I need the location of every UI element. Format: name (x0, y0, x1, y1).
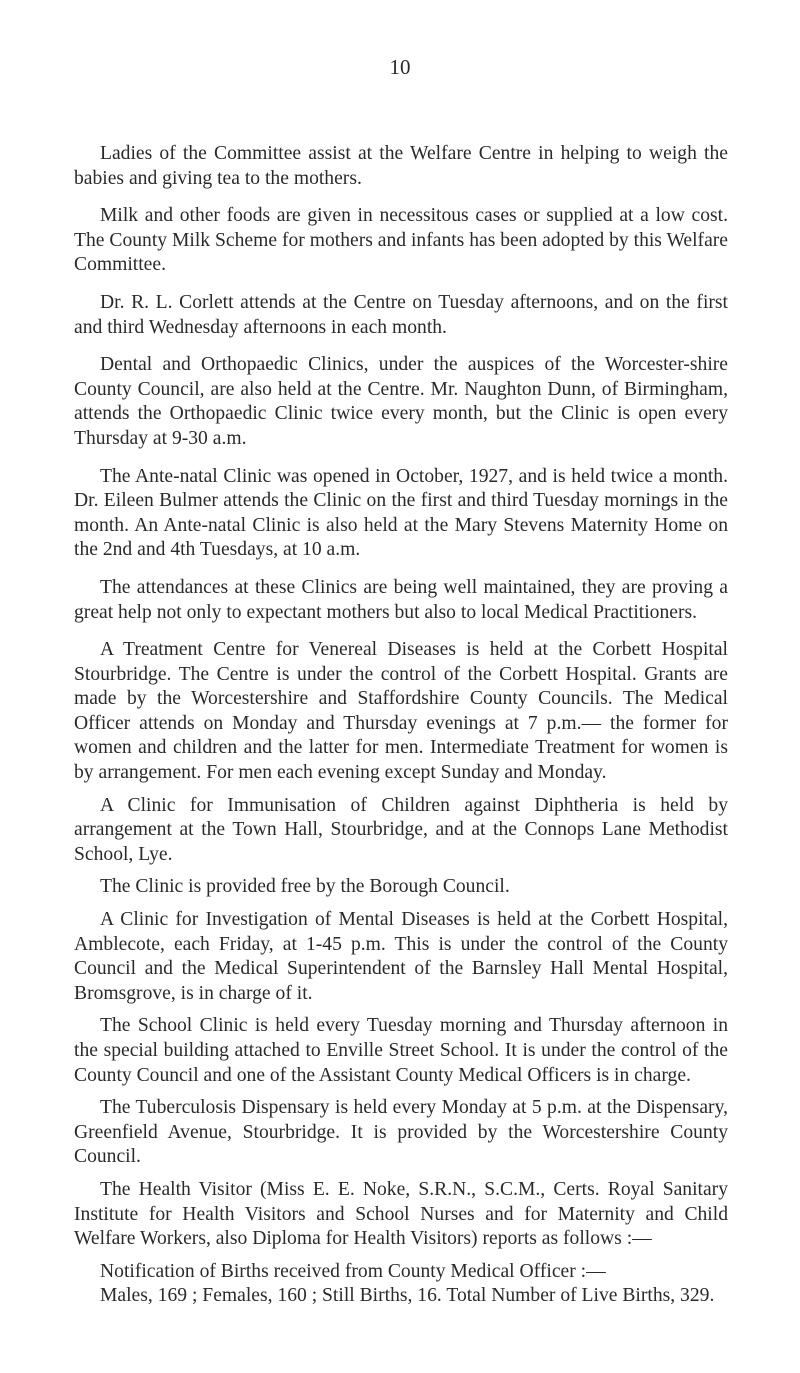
paragraph-free-clinic: The Clinic is provided free by the Borough Council. (100, 876, 510, 898)
page-number: 10 (389, 55, 411, 79)
paragraph-tuberculosis: The Tuberculosis Dispensary is held every Monday at 5 p.m. at the Dispensary, Greenfield Avenue, Stourbridge. It is provided by the Worcestershire County Council. (74, 1097, 728, 1168)
paragraph-milk-scheme: Milk and other foods are given in necessitous cases or supplied at a low cost. The County Milk Scheme for mothers and infants has been adopted by this Welfare Committee. (74, 205, 728, 276)
paragraph-attendances: The attendances at these Clinics are being well maintained, they are proving a great help not only to expectant mothers but also to local Medical Practitioners. (74, 576, 728, 623)
paragraph-dental-orthopaedic: Dental and Orthopaedic Clinics, under the auspices of the Worcester-shire County Council, are also held at the Centre. Mr. Naughton Dunn, of Birmingham, attends the Orthopaedic Clinic twice every month, but the Clinic is open every Thursday at 9-30 a.m. (74, 354, 728, 449)
document-body (74, 142, 728, 1309)
paragraph-ante-natal: The Ante-natal Clinic was opened in October, 1927, and is held twice a month. Dr. Eileen Bulmer attends the Clinic on the first and third Tuesday mornings in the month. An Ante-natal Clinic is also held at the Mary Stevens Maternity Home on the 2nd and 4th Tuesdays, at 10 a.m. (74, 465, 728, 561)
paragraph-mental-diseases: A Clinic for Investigation of Mental Diseases is held at the Corbett Hospital, Amblecote, each Friday, at 1-45 p.m. This is under the control of the County Council and the Medical Superintendent of the Barnsley Hall Mental Hospital, Bromsgrove, is in charge of it. (74, 909, 728, 1004)
paragraph-venereal-diseases: A Treatment Centre for Venereal Diseases is held at the Corbett Hospital Stourbridge. The Centre is under the control of the Corbett Hospital. Grants are made by the Worcestershire and Staffordshire County Councils. The Medical Officer attends on Monday and Thursday evenings at 7 p.m.— the former for women and children and the latter for men. Intermediate Treatment for women is by arrangement. For men each evening except Sunday and Monday. (74, 639, 728, 784)
paragraph-birth-figures: Males, 169 ; Females, 160 ; Still Births, 16. Total Number of Live Births, 329. (100, 1285, 715, 1307)
paragraph-notification-births: Notification of Births received from County Medical Officer :— (100, 1260, 606, 1282)
paragraph-immunisation: A Clinic for Immunisation of Children against Diphtheria is held by arrangement at the Town Hall, Stourbridge, and at the Connops Lane Methodist School, Lye. (74, 794, 728, 865)
paragraph-dr-corlett: Dr. R. L. Corlett attends at the Centre on Tuesday afternoons, and on the first and third Wednesday afternoons in each month. (74, 291, 728, 338)
paragraph-welfare-ladies: Ladies of the Committee assist at the Welfare Centre in helping to weigh the babies and giving tea to the mothers. (74, 143, 728, 189)
paragraph-health-visitor: The Health Visitor (Miss E. E. Noke, S.R.N., S.C.M., Certs. Royal Sanitary Institute for Health Visitors and School Nurses and for Maternity and Child Welfare Workers, also Diploma for Health Visitors) reports as follows :— (74, 1178, 728, 1250)
paragraph-school-clinic: The School Clinic is held every Tuesday morning and Thursday afternoon in the special building attached to Enville Street School. It is under the control of the County Council and one of the Assistant County Medical Officers is in charge. (74, 1015, 728, 1086)
